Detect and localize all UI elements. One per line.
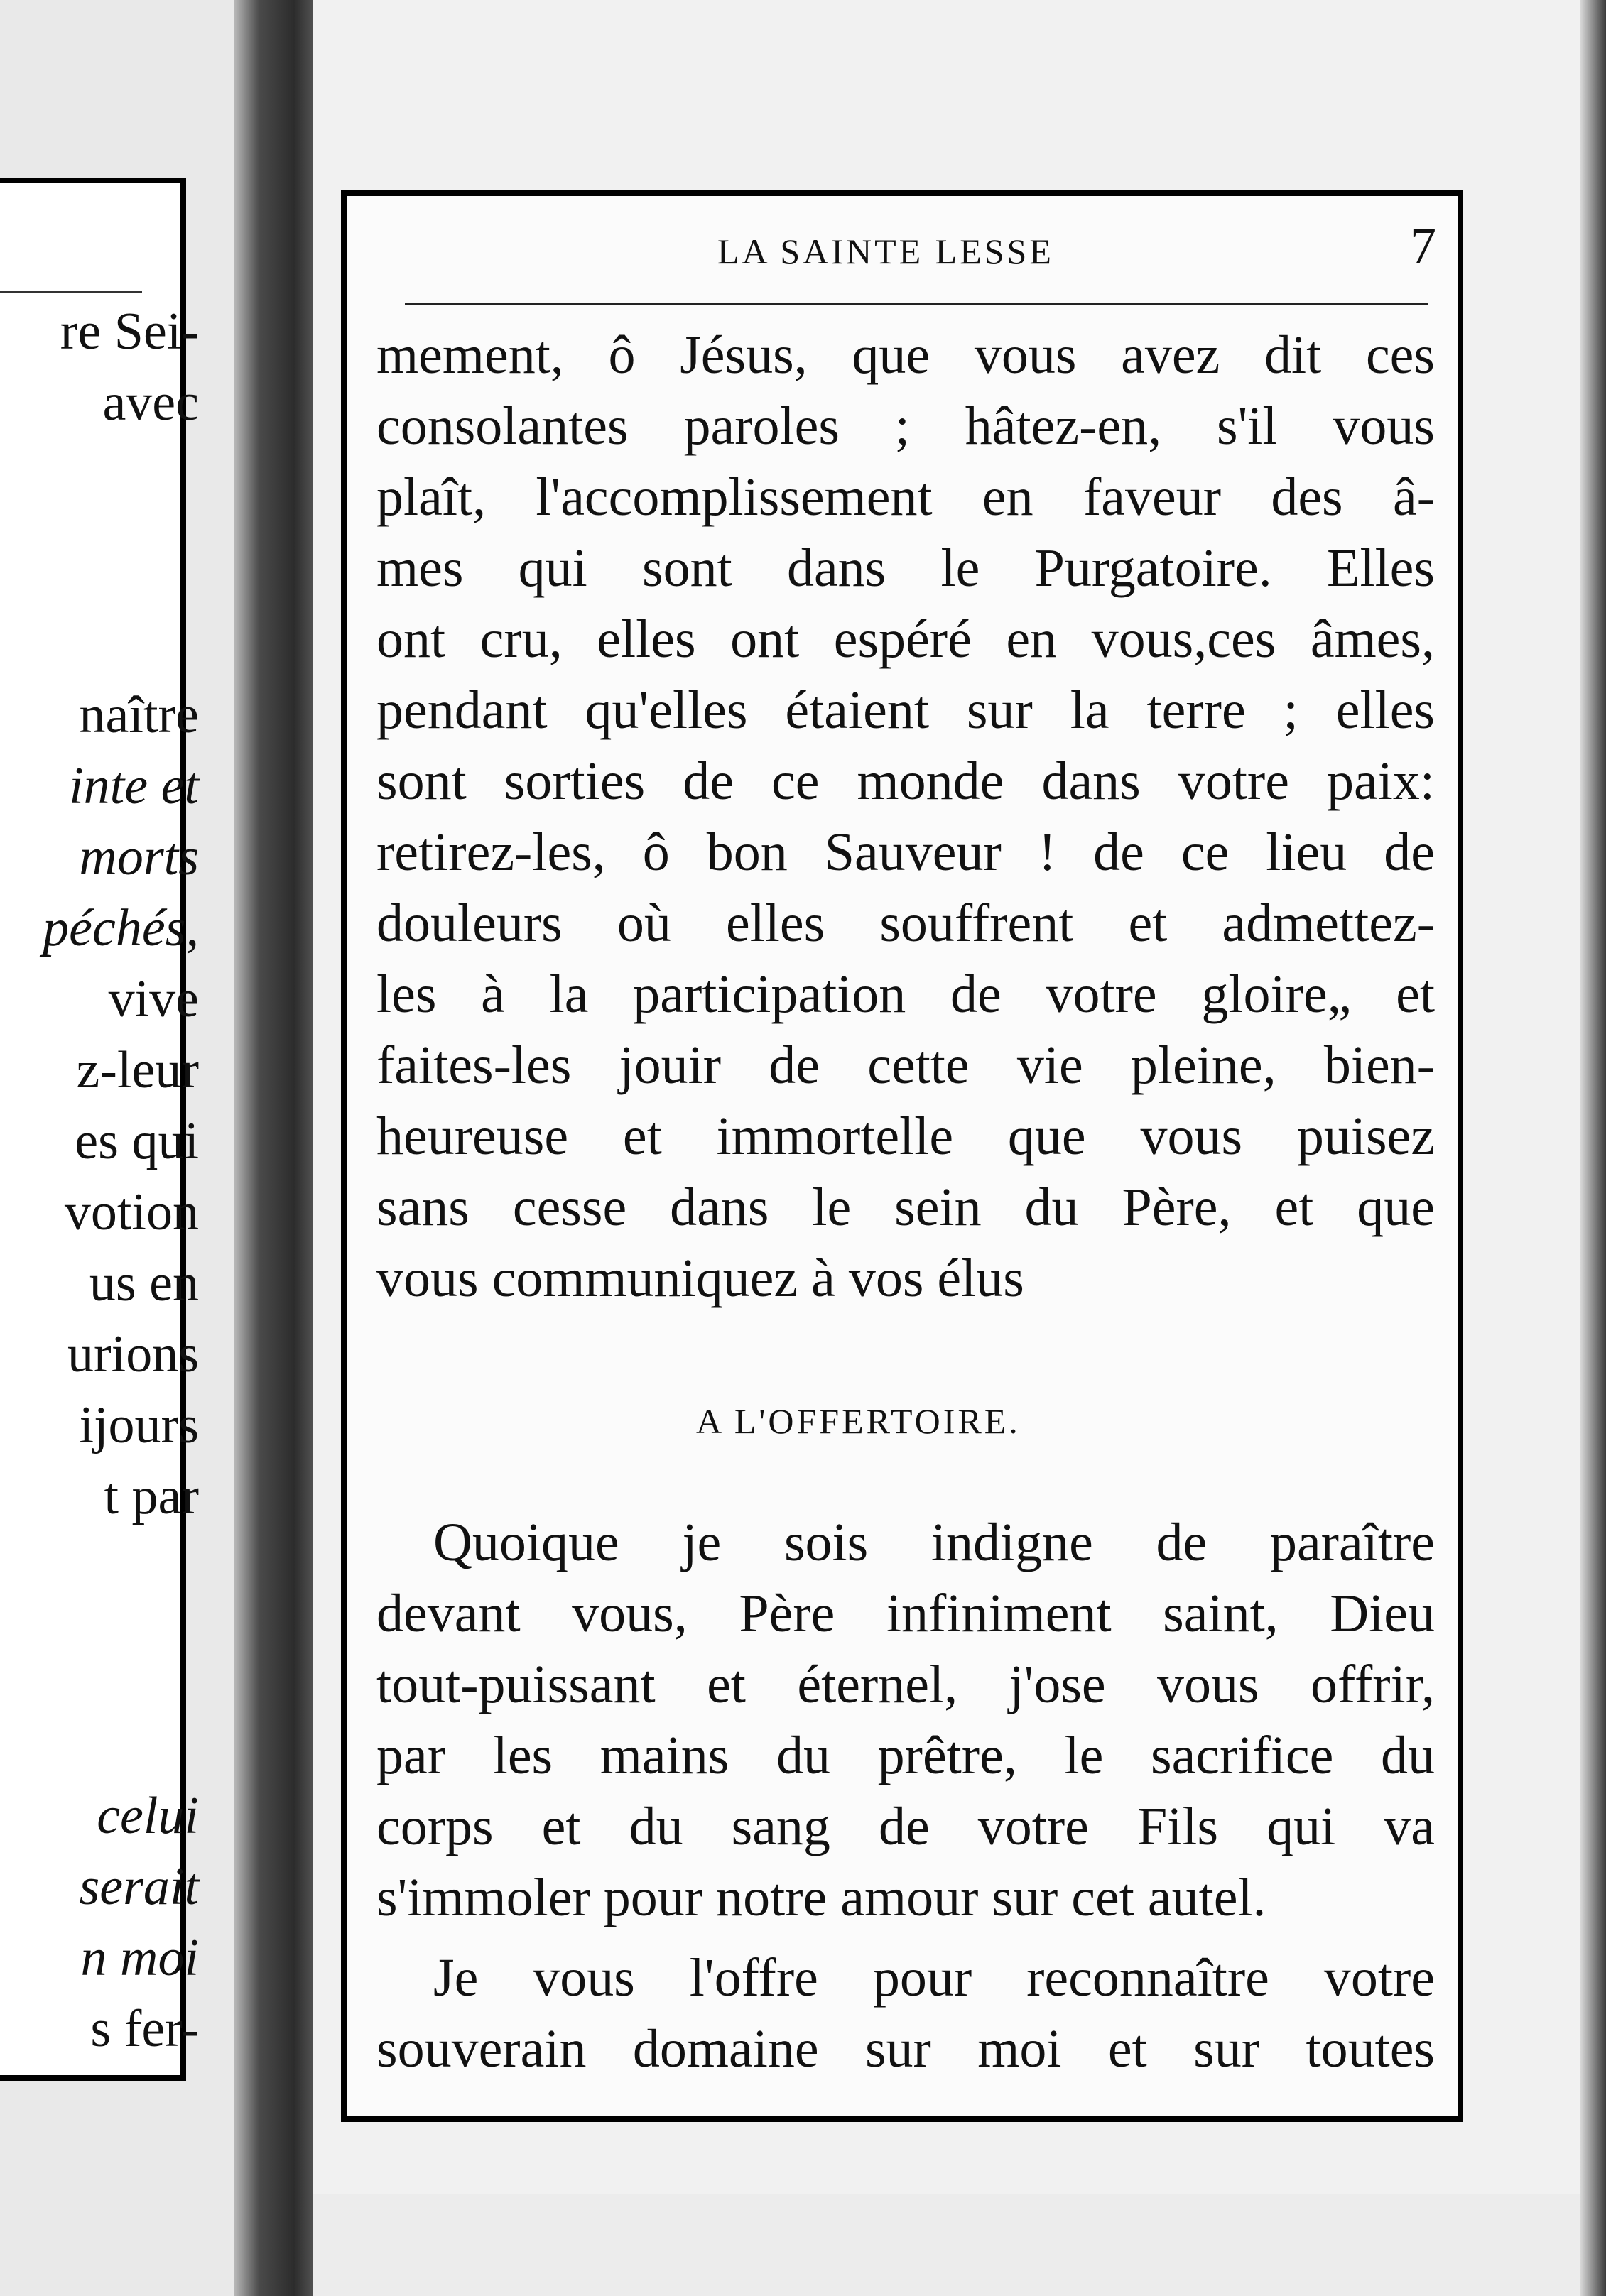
left-page-line: votion (64, 1183, 199, 1241)
left-page-line: us en (89, 1254, 199, 1312)
text-line: consolantes paroles ; hâtez-en, s'il vous (376, 396, 1435, 456)
text-line: les à la participation de votre gloire„ et (376, 964, 1435, 1024)
text-line: devant vous, Père infiniment saint, Dieu (376, 1584, 1435, 1643)
left-page-line: avec (102, 374, 199, 432)
left-page-line: ijours (79, 1396, 199, 1454)
page-number: 7 (1410, 217, 1436, 276)
text-line: douleurs où elles souffrent et admettez- (376, 893, 1435, 953)
left-page-line: s fer- (90, 2000, 199, 2058)
text-line: souverain domaine sur moi et sur toutes (376, 2019, 1435, 2079)
left-page-line: t par (104, 1467, 199, 1525)
left-page-line: urions (67, 1325, 199, 1383)
text-line: s'immoler pour notre amour sur cet autel. (376, 1868, 1266, 1927)
left-page-line: morts (79, 828, 199, 886)
text-line: retirez-les, ô bon Sauveur ! de ce lieu de (376, 822, 1435, 882)
left-page-line: re Sei- (60, 303, 199, 361)
left-page-line: péchés, (43, 899, 199, 957)
text-line: sans cesse dans le sein du Père, et que (376, 1177, 1435, 1237)
text-line: mement, ô Jésus, que vous avez dit ces (376, 325, 1435, 385)
text-line: pendant qu'elles étaient sur la terre ; elles (376, 680, 1435, 740)
text-line: heureuse et immortelle que vous puisez (376, 1106, 1435, 1166)
text-line: Je vous l'offre pour reconnaître votre (433, 1948, 1435, 2008)
left-page (0, 0, 234, 2296)
page-edge (1580, 0, 1606, 2296)
text-line: corps et du sang de votre Fils qui va (376, 1797, 1435, 1856)
left-page-line: inte et (69, 757, 199, 815)
left-page-line: z-leur (76, 1041, 199, 1099)
left-page-line: naître (79, 686, 199, 744)
left-page-line: es qui (75, 1112, 199, 1170)
running-head: LA SAINTE LESSE (717, 232, 1054, 271)
left-page-line: serait (79, 1858, 199, 1916)
text-line: Quoique je sois indigne de paraître (433, 1513, 1435, 1572)
text-line: plaît, l'accomplissement en faveur des â- (376, 467, 1435, 527)
page-bottom-margin (313, 2194, 1580, 2296)
text-line: vous communiquez à vos élus (376, 1248, 1024, 1308)
left-header-rule (0, 291, 142, 293)
header-rule (405, 303, 1428, 305)
section-heading: A L'OFFERTOIRE. (696, 1401, 1021, 1441)
text-line: ont cru, elles ont espéré en vous,ces âmes, (376, 609, 1435, 669)
left-page-line: vive (108, 970, 199, 1028)
text-line: tout-puissant et éternel, j'ose vous offrir, (376, 1655, 1435, 1714)
left-page-line: celui (97, 1787, 199, 1845)
text-line: par les mains du prêtre, le sacrifice du (376, 1726, 1435, 1785)
text-line: mes qui sont dans le Purgatoire. Elles (376, 538, 1435, 598)
text-line: faites-les jouir de cette vie pleine, bien- (376, 1035, 1435, 1095)
left-page-line: n moi (80, 1929, 199, 1987)
text-line: sont sorties de ce monde dans votre paix: (376, 751, 1435, 811)
